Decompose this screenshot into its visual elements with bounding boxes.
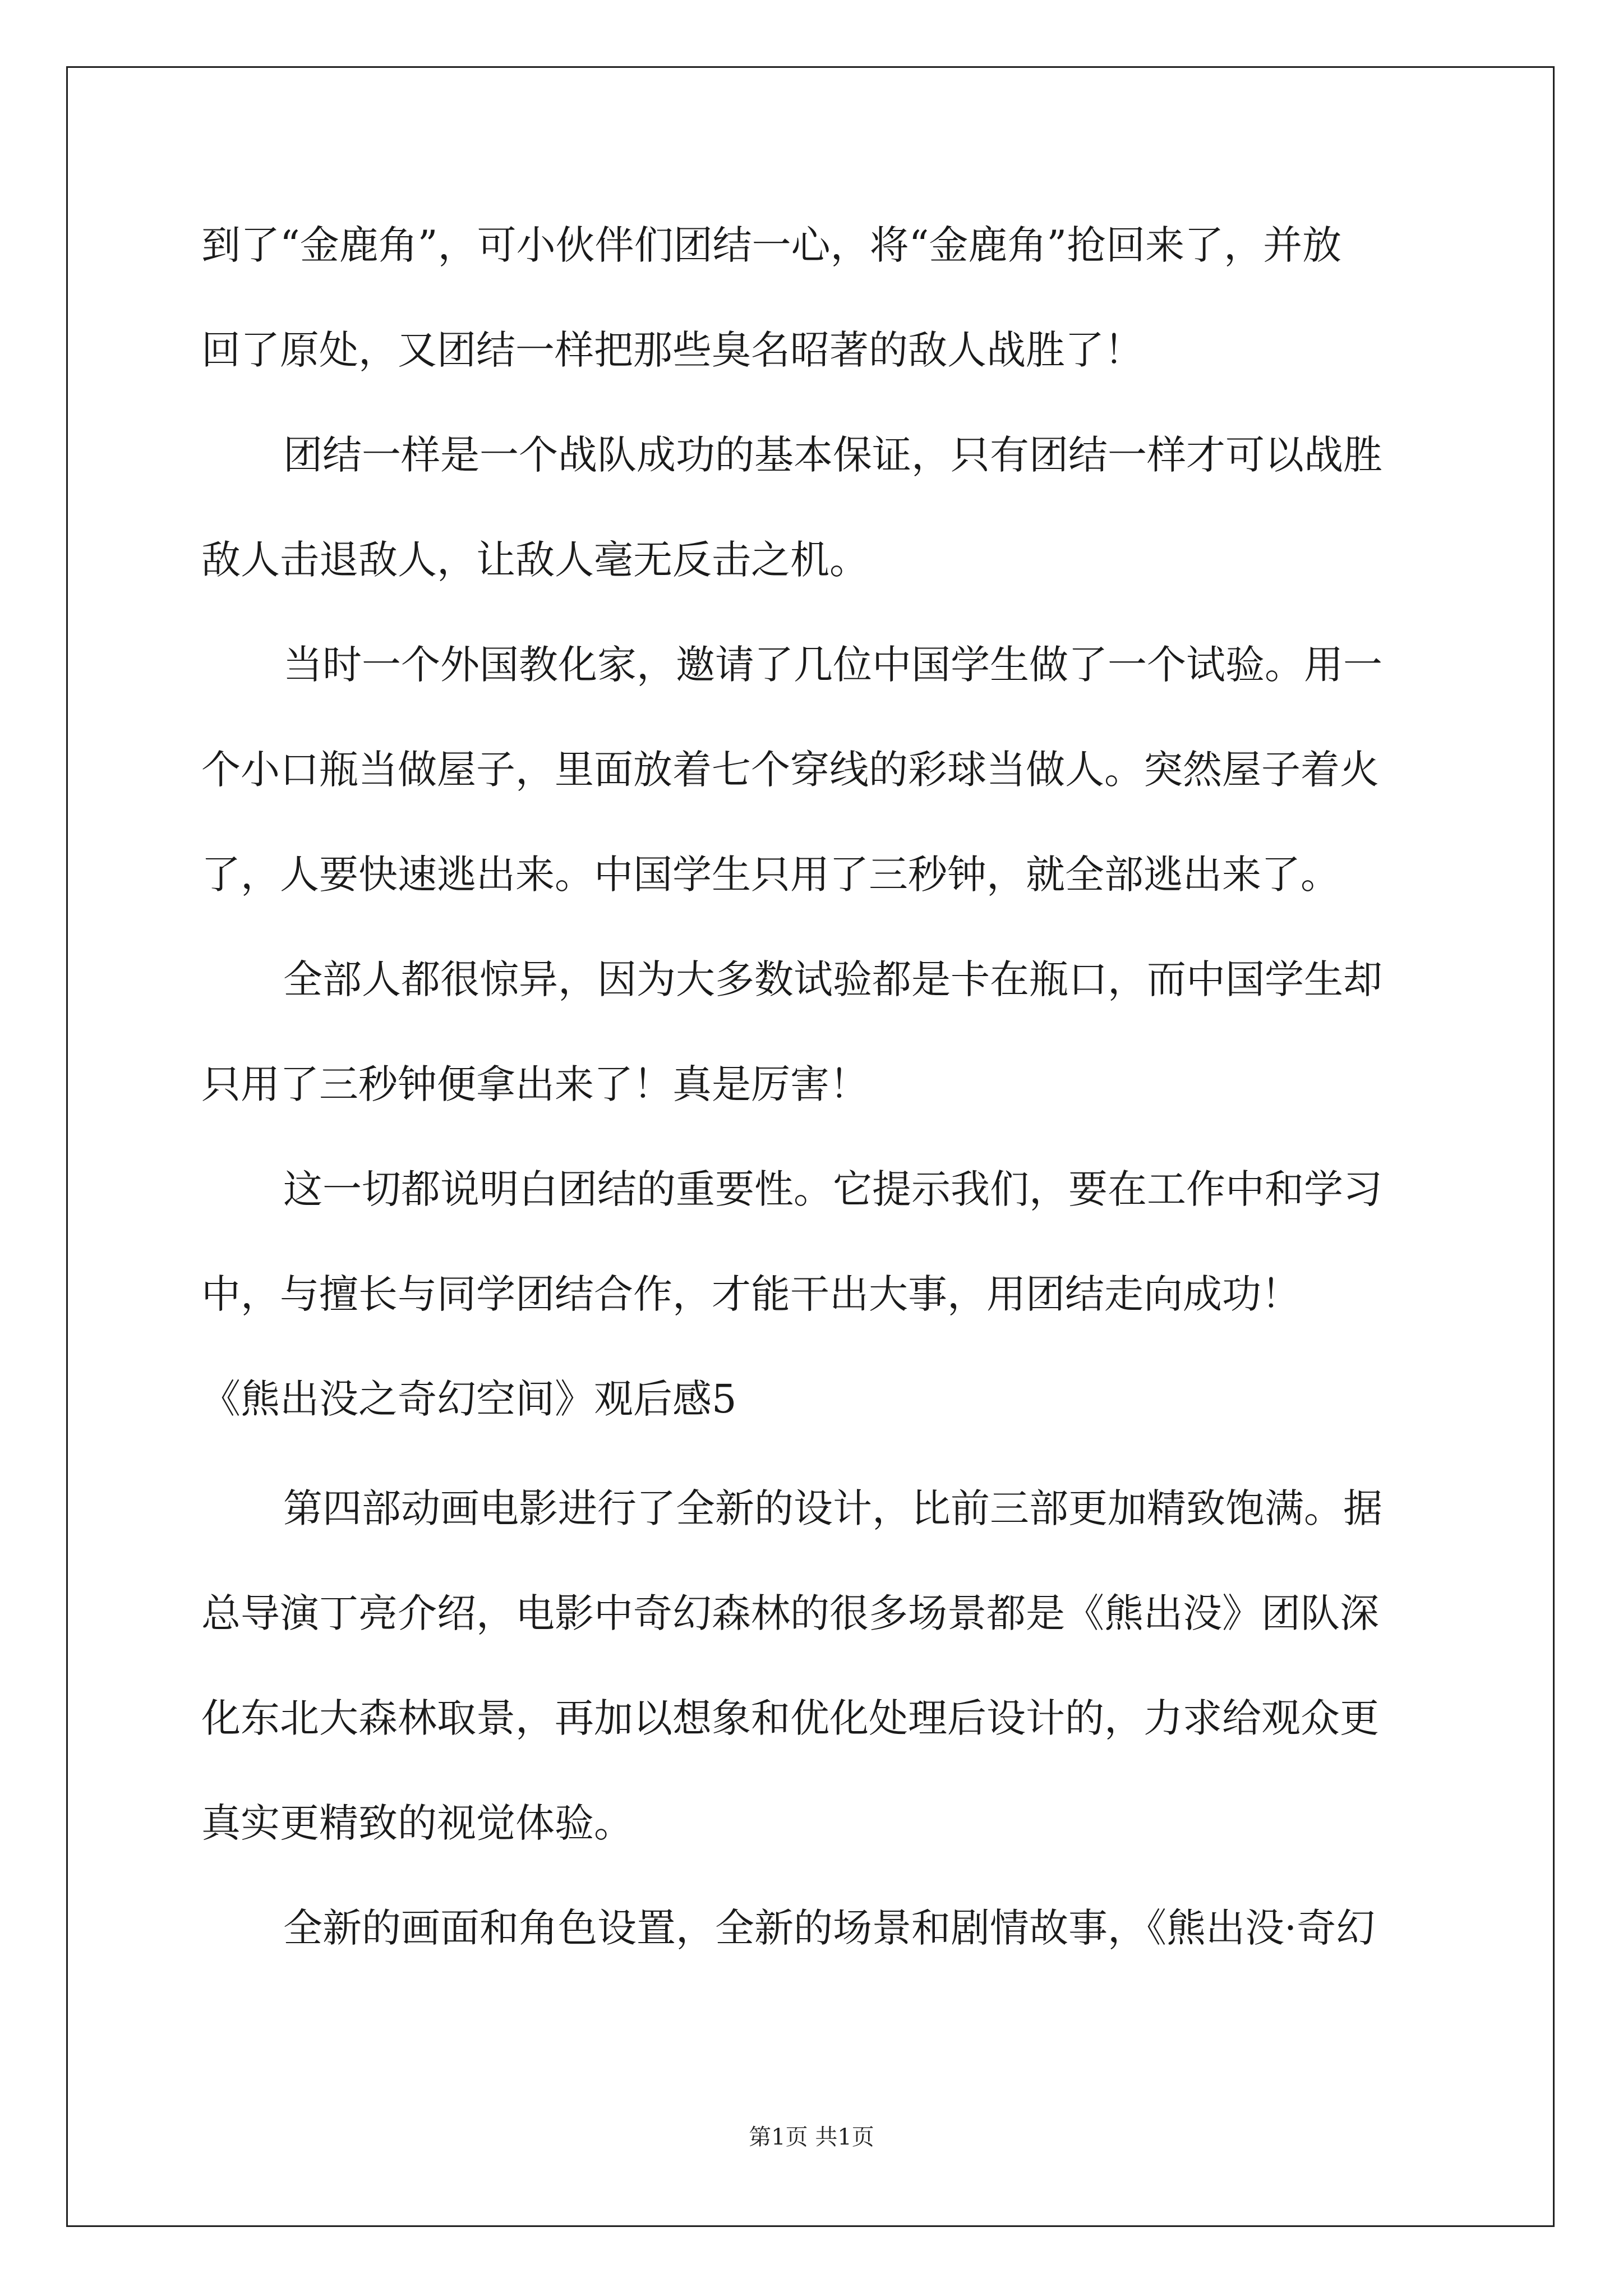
- paragraph-start-line: 第四部动画电影进行了全新的设计，比前三部更加精致饱满。据: [283, 1485, 1382, 1531]
- page-footer: 第1页 共1页: [749, 2124, 874, 2150]
- text-line: 回了原处，又团结一样把那些臭名昭著的敌人战胜了！: [201, 327, 1144, 373]
- paragraph-start-line: 全新的画面和角色设置，全新的场景和剧情故事，《熊出没·奇幻: [283, 1905, 1376, 1951]
- text-line: 敌人击退敌人，让敌人毫无反击之机。: [201, 537, 869, 583]
- document-body: [201, 214, 1430, 2001]
- text-line: 了，人要快速逃出来。中国学生只用了三秒钟，就全部逃出来了。: [201, 852, 1340, 898]
- text-line: 到了“金鹿角”，可小伙伴们团结一心，将“金鹿角”抢回来了，并放: [201, 222, 1342, 268]
- paragraph-start-line: 全部人都很惊异，因为大多数试验都是卡在瓶口，而中国学生却: [283, 956, 1382, 1002]
- section-title: 《熊出没之奇幻空间》观后感5: [201, 1376, 737, 1422]
- text-line: 只用了三秒钟便拿出来了！真是厉害！: [201, 1061, 869, 1107]
- paragraph-start-line: 团结一样是一个战队成功的基本保证，只有团结一样才可以战胜: [283, 432, 1382, 478]
- text-line: 中，与擅长与同学团结合作，才能干出大事，用团结走向成功！: [201, 1271, 1301, 1317]
- text-line: 化东北大森林取景，再加以想象和优化处理后设计的，力求给观众更: [201, 1695, 1379, 1741]
- text-line: 个小口瓶当做屋子，里面放着七个穿线的彩球当做人。突然屋子着火: [201, 747, 1379, 793]
- text-line: 总导演丁亮介绍，电影中奇幻森林的很多场景都是《熊出没》团队深: [201, 1590, 1379, 1636]
- text-line: 真实更精致的视觉体验。: [201, 1800, 633, 1846]
- paragraph-start-line: 当时一个外国教化家，邀请了几位中国学生做了一个试验。用一: [283, 642, 1382, 688]
- paragraph-start-line: 这一切都说明白团结的重要性。它提示我们，要在工作中和学习: [283, 1166, 1382, 1212]
